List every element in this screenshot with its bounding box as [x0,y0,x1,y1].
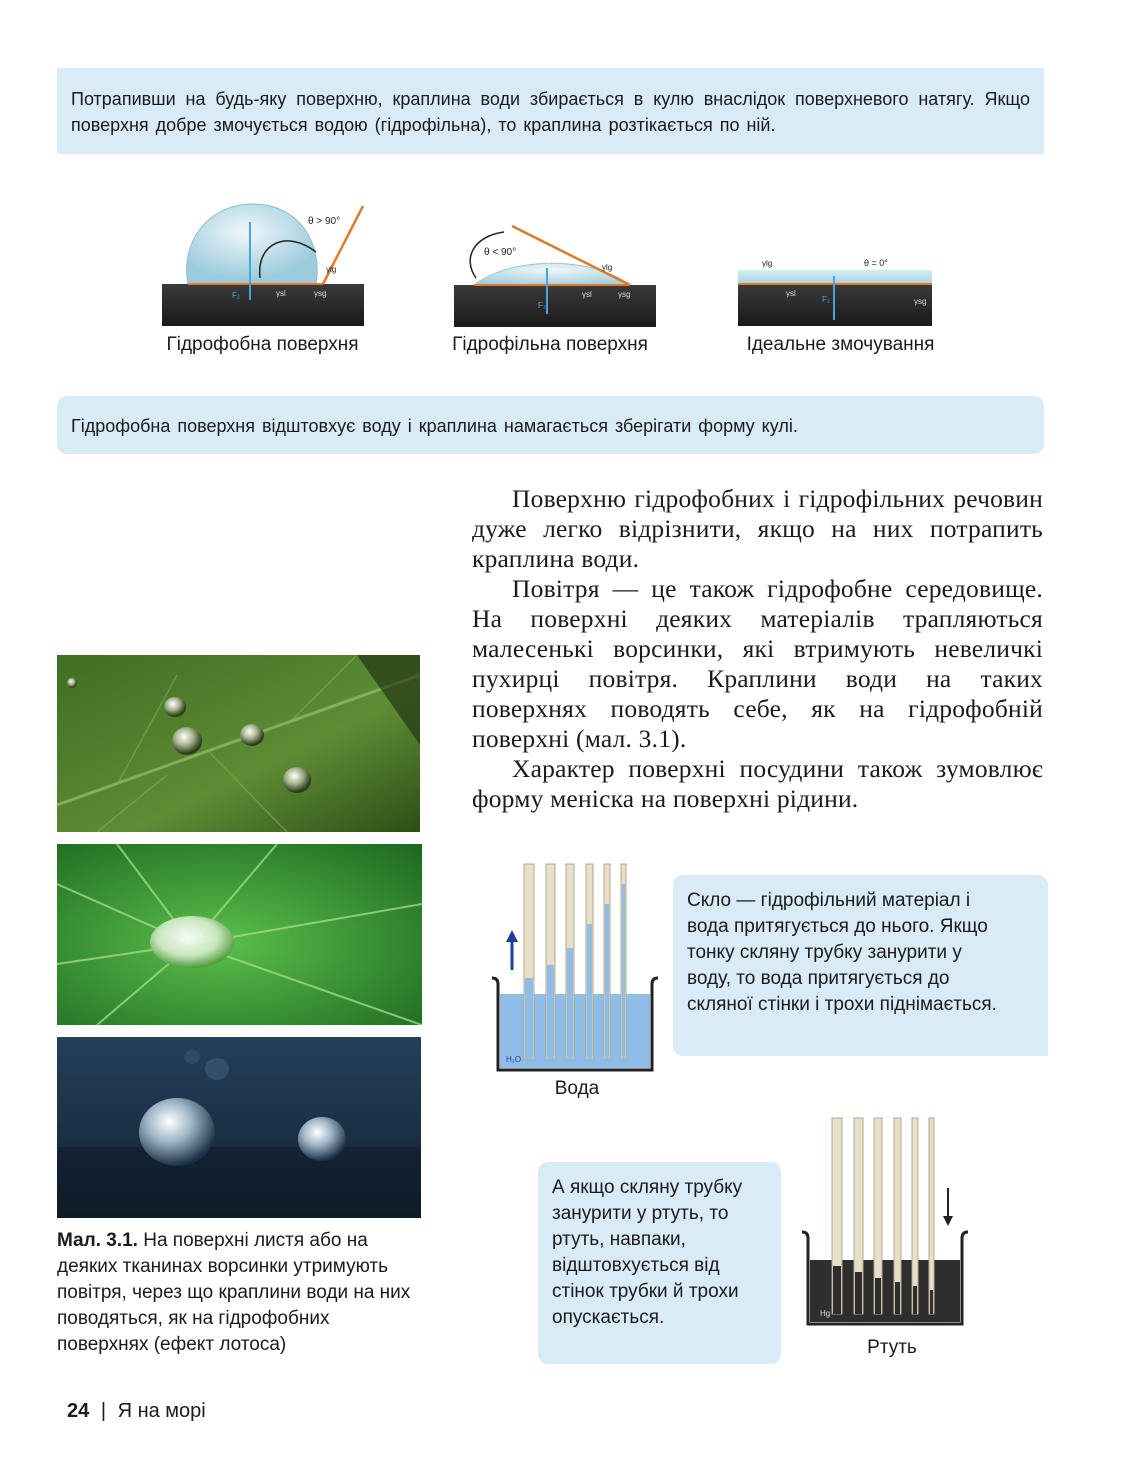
f1-label: F₁ [548,257,556,266]
paragraph-2: Повітря — це також гідрофобне середовище. На поверхні деяких матеріалів трапляються малесенькі ворсинки, які втримують невеличкі пухирці повітря. Краплини води на таких поверхнях поводять себе, як на гідрофобній поверхні (мал. 3.1). [472,574,1043,753]
figure-caption [57,1228,422,1358]
mercury-label: Ртуть [867,1337,917,1358]
gamma-sl-label: γsl [582,290,592,299]
hydrophilic-caption: Гідрофільна поверхня [452,334,648,355]
surface-slab [162,284,364,326]
hydrophobic-diagram [158,182,368,332]
mercury-box-text: А якщо скляну трубку занурити у ртуть, то ртуть, навпаки, відштовхується від стінок трубки й трохи опускається. [552,1177,743,1328]
intro-box [57,68,1044,154]
angle-label: θ = 0° [864,258,888,268]
f2-label: F₂ [538,301,546,310]
page-number: 24 [67,1400,90,1422]
gamma-lg-label: γlg [326,265,337,274]
page-footer [67,1400,206,1423]
leaf-droplets-photo [57,655,420,832]
mercury-capillary-diagram [802,1114,968,1326]
water-label: Вода [554,1078,600,1099]
lotus-leaf-photo [57,844,422,1025]
water-box-text: Скло — гідрофільний матеріал і вода притягується до нього. Якщо тонку скляну трубку занурити у воду, то вода притягується до скляної стінки і трохи піднімається. [687,890,997,1015]
paragraph-3: Характер поверхні посудини також зумовлює форму меніска на поверхні рідини. [472,754,1043,813]
water-vessel-label: H₂O [506,1055,522,1064]
footer-divider: | [100,1400,107,1422]
paragraph-1: Поверхню гідрофобних і гідрофільних речовин дуже легко відрізнити, якщо на них потрапить краплина води. [472,484,1043,573]
figure-caption-text: На поверхні листя або на деяких тканинах ворсинки утримують повітря, через що краплини води на них поводяться, як на гідрофобних поверхнях (ефект лотоса) [57,1230,411,1355]
hydrophobic-caption: Гідрофобна поверхня [166,334,359,355]
water-liquid [500,994,650,1068]
gamma-sg-label: γsg [618,290,631,299]
fabric-droplets-photo [57,1037,421,1218]
main-text [472,484,1043,814]
water-box [673,875,1048,1056]
intro-text: Потрапивши на будь-яку поверхню, краплина води збирається в кулю внаслідок поверхневого натягу. Якщо поверхня добре змочується водою (гідрофільна), то краплина розтікається по ній. [71,89,1030,135]
figure-caption-label: Мал. 3.1. [57,1230,138,1251]
gamma-sl-label: γsl [276,289,286,298]
hydrophilic-diagram [452,222,658,332]
mercury-vessel-label: Hg [820,1309,831,1318]
gamma-sg-label: γsg [914,297,927,306]
angle-label: θ < 90° [484,247,517,258]
gamma-sg-label: γsg [314,289,327,298]
f2-label: F₂ [232,291,240,300]
ideal-wetting-diagram [736,254,934,330]
f1-label: F₁ [246,187,254,196]
gamma-lg-label: γlg [602,263,613,272]
water-capillary-diagram [492,860,658,1072]
gamma-lg-label: γlg [762,259,773,268]
gamma-sl-label: γsl [786,289,796,298]
mercury-box [538,1162,781,1364]
angle-label: θ > 90° [308,216,341,227]
footer-section: Я на морі [117,1400,206,1422]
ideal-wetting-caption: Ідеальне змочування [746,334,935,355]
f2-label: F₂ [822,295,830,304]
hydrophobic-box [57,396,1044,454]
hydrophobic-text: Гідрофобна поверхня відштовхує воду і краплина намагається зберігати форму кулі. [71,416,798,436]
drop-shape [187,204,318,284]
